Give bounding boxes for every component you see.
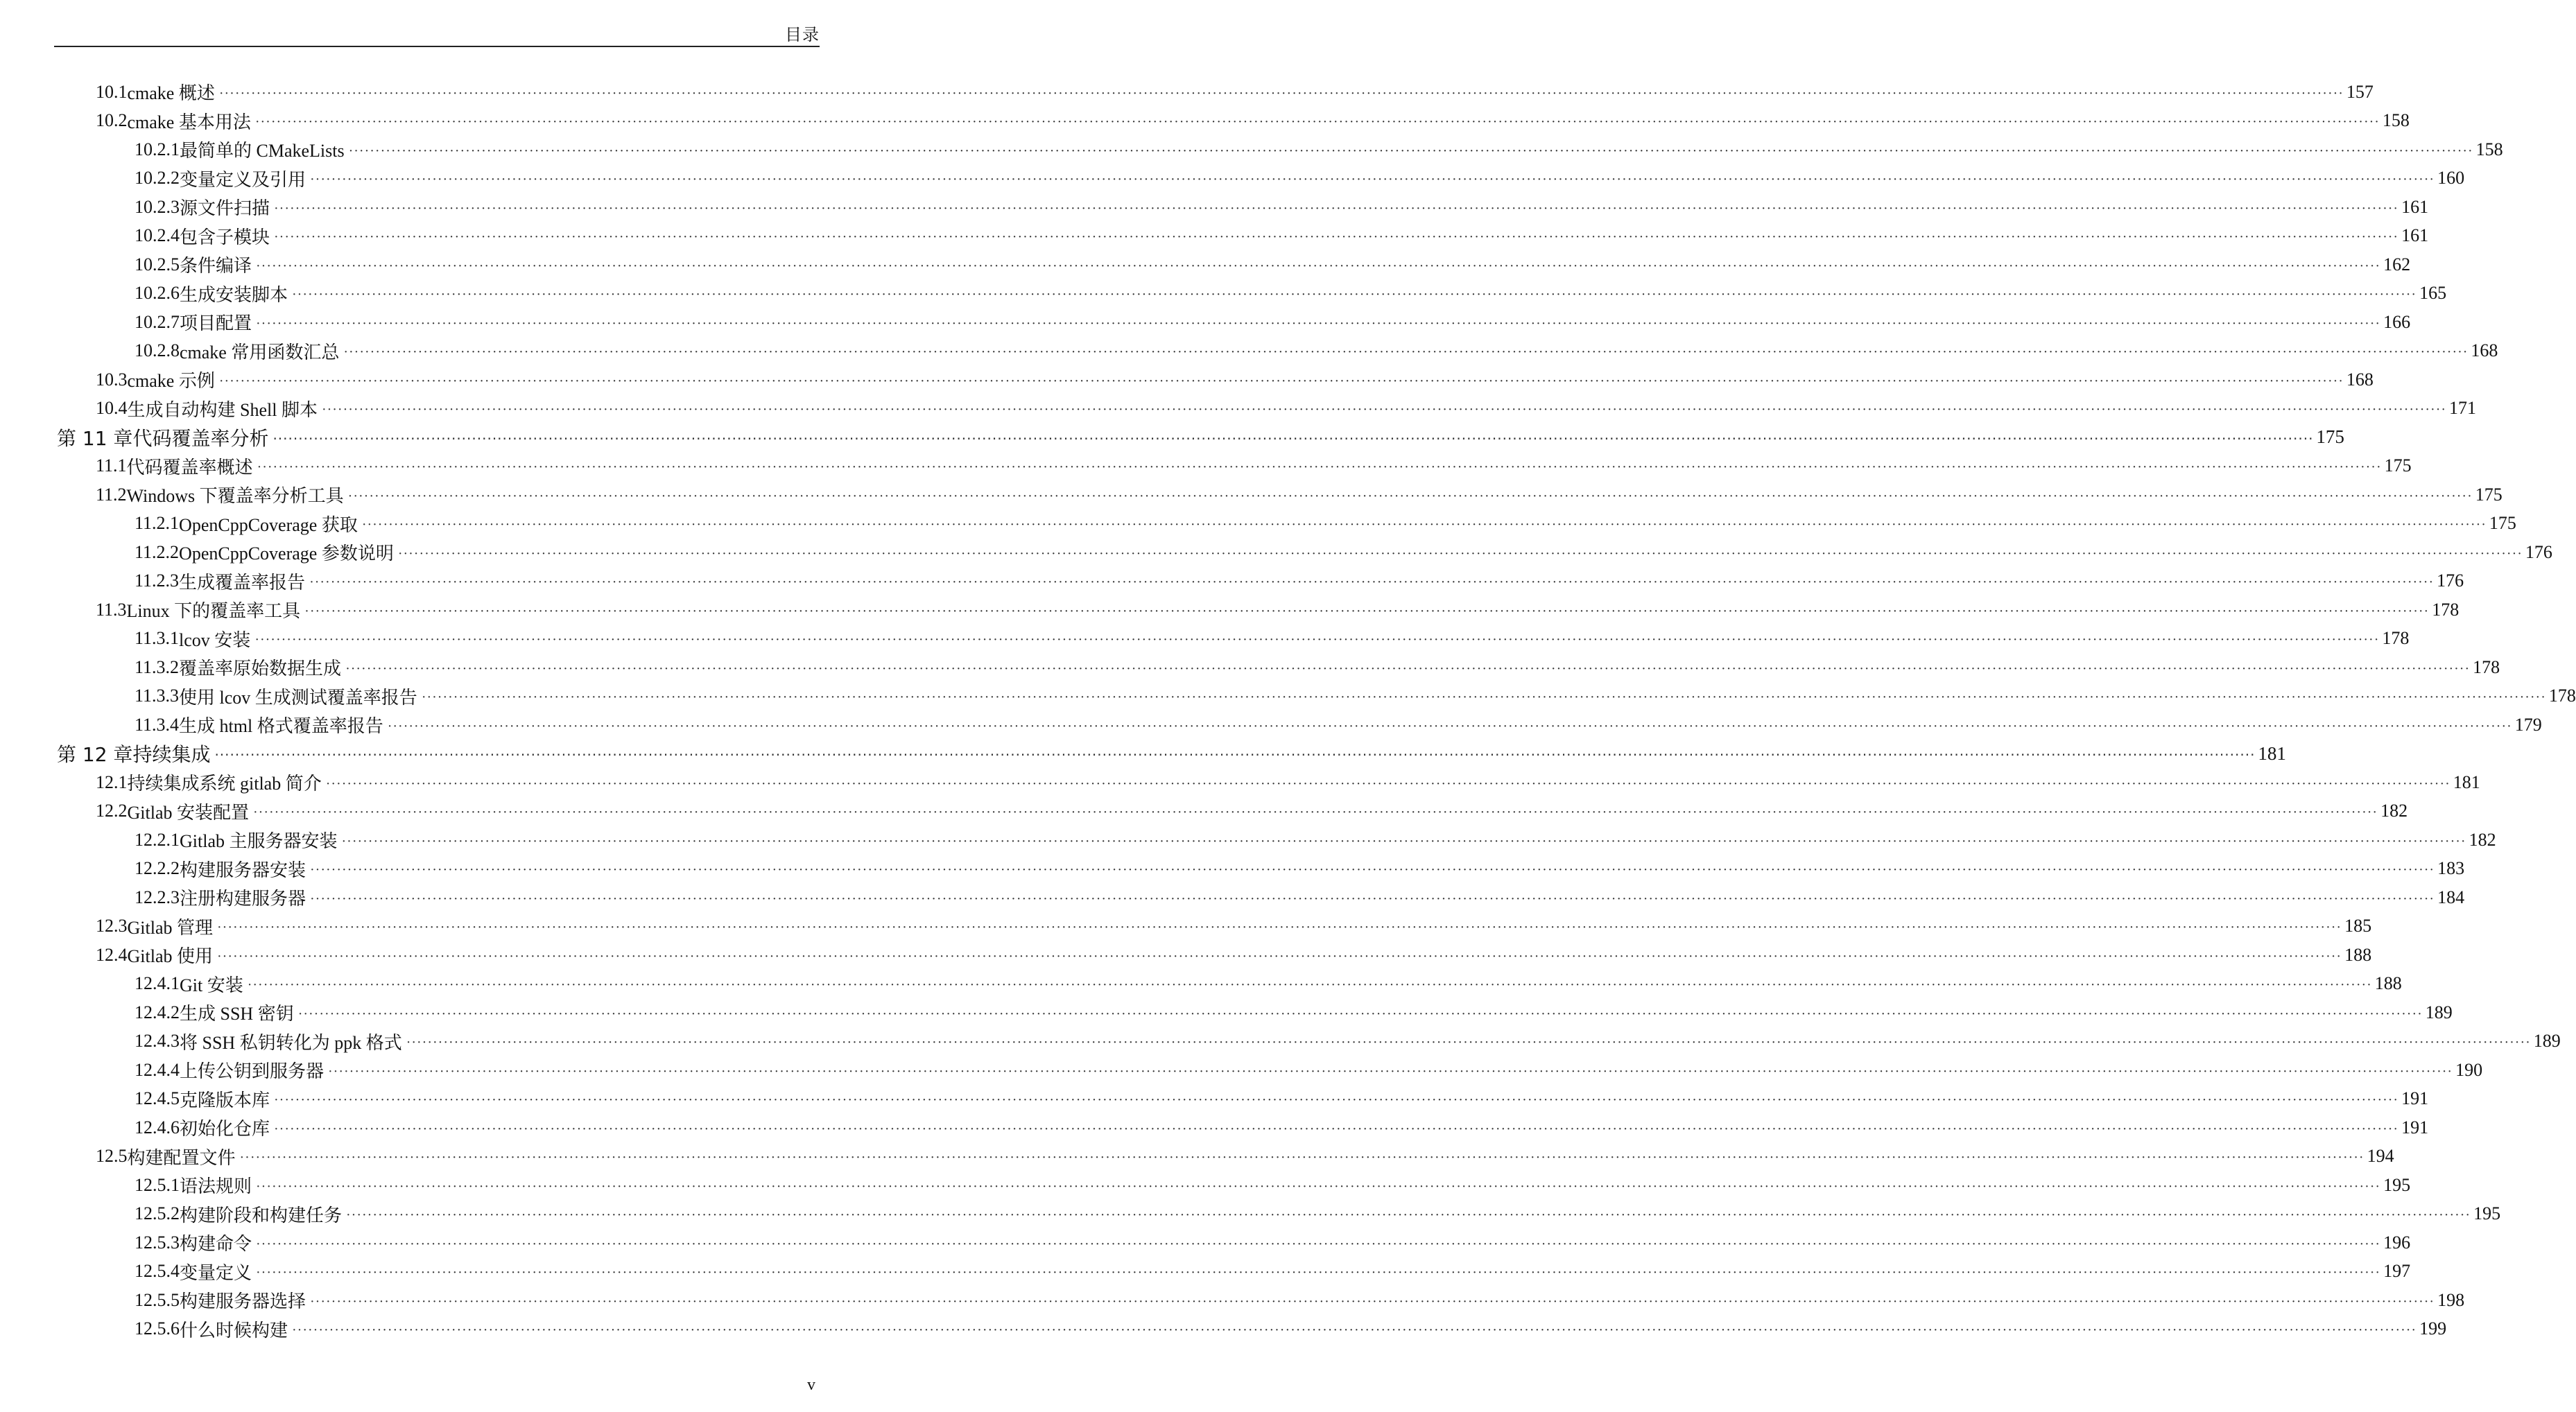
toc-entry-section[interactable] bbox=[0, 480, 2502, 509]
toc-entry-title: 生成 html 格式覆盖率报告 bbox=[179, 716, 383, 737]
toc-entry-sub[interactable] bbox=[0, 883, 2465, 912]
toc-entry-number: 第 12 章 bbox=[57, 743, 133, 767]
toc-dot-leader: ················································································································································································································································································································································································································ bbox=[218, 373, 2344, 389]
toc-entry-sub[interactable] bbox=[0, 1113, 2429, 1142]
toc-entry-number: 10.4 bbox=[96, 398, 128, 419]
toc-entry-sub[interactable] bbox=[0, 308, 2411, 337]
toc-entry-title: 源文件扫描 bbox=[180, 198, 270, 219]
toc-entry-number: 11.2 bbox=[96, 484, 127, 505]
toc-entry-sub[interactable] bbox=[0, 826, 2496, 855]
toc-dot-leader: ················································································································································································································································································································································································································ bbox=[310, 862, 2435, 878]
toc-entry-number: 12.1 bbox=[96, 772, 128, 792]
toc-dot-leader: ················································································································································································································································································································································································································ bbox=[274, 1092, 2399, 1108]
toc-entry-number: 11.1 bbox=[96, 455, 127, 476]
toc-entry-title: 生成安装脚本 bbox=[180, 284, 288, 305]
toc-entry-sub[interactable] bbox=[0, 135, 2503, 164]
toc-entry-page: 178 bbox=[2382, 628, 2410, 649]
toc-dot-leader: ················································································································································································································································································································································································································ bbox=[218, 85, 2344, 101]
toc-entry-sub[interactable] bbox=[0, 1315, 2447, 1344]
toc-entry-title: 最简单的 CMakeLists bbox=[180, 141, 345, 162]
toc-entry-sub[interactable] bbox=[0, 1056, 2483, 1085]
toc-entry-page: 182 bbox=[2469, 829, 2496, 850]
toc-dot-leader: ················································································································································································································································································································································································································ bbox=[292, 287, 2417, 303]
toc-dot-leader: ················································································································································································································································································································································································································ bbox=[254, 114, 2380, 130]
toc-entry-title: Windows 下覆盖率分析工具 bbox=[126, 486, 344, 507]
toc-entry-page: 191 bbox=[2401, 1088, 2429, 1109]
toc-entry-sub[interactable] bbox=[0, 1085, 2429, 1114]
toc-dot-leader: ················································································································································································································································································································································································································ bbox=[321, 402, 2447, 418]
toc-entry-page: 185 bbox=[2344, 916, 2372, 936]
toc-entry-sub[interactable] bbox=[0, 855, 2465, 884]
toc-entry-title: 克隆版本库 bbox=[180, 1090, 270, 1110]
toc-entry-sub[interactable] bbox=[0, 998, 2453, 1027]
toc-entry-number: 12.5.4 bbox=[135, 1261, 180, 1282]
toc-entry-page: 182 bbox=[2380, 801, 2408, 821]
toc-entry-sub[interactable] bbox=[0, 164, 2465, 193]
toc-entry-sub[interactable] bbox=[0, 222, 2429, 251]
toc-entry-title: cmake 示例 bbox=[127, 371, 215, 392]
toc-entry-title: 构建服务器选择 bbox=[180, 1291, 306, 1312]
toc-entry-sub[interactable] bbox=[0, 509, 2516, 539]
toc-entry-number: 10.2.3 bbox=[135, 196, 180, 217]
toc-entry-number: 10.2.1 bbox=[135, 139, 180, 159]
toc-entry-number: 12.5.3 bbox=[135, 1232, 180, 1253]
toc-dot-leader: ················································································································································································································································································································································································································ bbox=[274, 1121, 2399, 1137]
toc-entry-title: 构建服务器安装 bbox=[180, 860, 306, 880]
toc-entry-number: 10.2.8 bbox=[135, 340, 180, 361]
toc-entry-title: 项目配置 bbox=[180, 313, 252, 334]
toc-entry-page: 175 bbox=[2316, 426, 2344, 448]
toc-entry-page: 171 bbox=[2449, 398, 2477, 419]
toc-entry-page: 198 bbox=[2437, 1289, 2465, 1310]
toc-entry-section[interactable] bbox=[0, 107, 2410, 136]
toc-entry-title: 包含子模块 bbox=[180, 227, 270, 247]
toc-entry-sub[interactable] bbox=[0, 1171, 2411, 1200]
toc-entry-title: cmake 常用函数汇总 bbox=[180, 342, 340, 363]
toc-entry-title: 注册构建服务器 bbox=[180, 889, 306, 909]
toc-entry-page: 184 bbox=[2437, 887, 2465, 907]
toc-entry-number: 11.2.3 bbox=[135, 570, 180, 591]
toc-dot-leader: ················································································································································································································································································································································································································ bbox=[297, 1006, 2423, 1022]
toc-entry-page: 165 bbox=[2419, 283, 2447, 304]
toc-entry-number: 第 11 章 bbox=[57, 426, 133, 450]
toc-dot-leader: ················································································································································································································································································································································································································ bbox=[256, 315, 2381, 331]
toc-entry-page: 175 bbox=[2475, 484, 2502, 505]
toc-entry-title: lcov 安装 bbox=[179, 629, 251, 650]
toc-entry-page: 160 bbox=[2437, 168, 2465, 189]
toc-entry-title: 语法规则 bbox=[180, 1176, 252, 1197]
toc-entry-page: 196 bbox=[2383, 1232, 2411, 1253]
toc-entry-section[interactable] bbox=[0, 394, 2477, 424]
toc-dot-leader: ················································································································································································································································································································································································································ bbox=[309, 575, 2435, 591]
toc-entry-title: 构建阶段和构建任务 bbox=[180, 1205, 343, 1226]
toc-entry-page: 188 bbox=[2344, 944, 2372, 965]
toc-entry-page: 161 bbox=[2401, 196, 2429, 217]
toc-entry-page: 188 bbox=[2374, 973, 2402, 994]
toc-entry-sub[interactable] bbox=[0, 682, 2576, 711]
toc-dot-leader: ················································································································································································································································································································································································································ bbox=[239, 1150, 2365, 1166]
toc-entry-section[interactable] bbox=[0, 768, 2480, 797]
toc-entry-title: 持续集成系统 gitlab 简介 bbox=[127, 774, 322, 794]
toc-dot-leader: ················································································································································································································································································································································································································ bbox=[328, 1063, 2453, 1079]
toc-entry-sub[interactable] bbox=[0, 1257, 2411, 1287]
toc-entry-sub[interactable] bbox=[0, 1286, 2465, 1315]
toc-entry-title: cmake 基本用法 bbox=[127, 112, 251, 132]
toc-entry-page: 175 bbox=[2384, 455, 2412, 476]
toc-dot-leader: ················································································································································································································································································································································································································ bbox=[273, 430, 2314, 447]
toc-dot-leader: ················································································································································································································································································································································································································ bbox=[254, 632, 2380, 648]
toc-entry-number: 12.4.3 bbox=[135, 1031, 180, 1052]
toc-entry-sub[interactable] bbox=[0, 970, 2402, 999]
toc-entry-title: 初始化仓库 bbox=[180, 1119, 270, 1140]
toc-entry-section[interactable] bbox=[0, 365, 2374, 394]
toc-entry-section[interactable] bbox=[0, 452, 2412, 481]
toc-dot-leader: ················································································································································································································································································································································································································ bbox=[292, 1323, 2417, 1339]
toc-entry-sub[interactable] bbox=[0, 250, 2411, 279]
toc-entry-page: 199 bbox=[2419, 1318, 2447, 1339]
toc-entry-section[interactable] bbox=[0, 912, 2372, 941]
toc-entry-number: 12.4.4 bbox=[135, 1059, 180, 1080]
toc-dot-leader: ················································································································································································································································································································································································································ bbox=[406, 1035, 2531, 1051]
toc-entry-sub[interactable] bbox=[0, 653, 2500, 682]
toc-entry-page: 168 bbox=[2346, 369, 2374, 390]
toc-entry-page: 183 bbox=[2437, 858, 2465, 879]
toc-entry-title: 上传公钥到服务器 bbox=[180, 1061, 325, 1082]
toc-entry-number: 12.2.1 bbox=[135, 829, 180, 850]
toc-entry-section[interactable] bbox=[0, 1142, 2394, 1171]
toc-entry-number: 10.2.2 bbox=[135, 168, 180, 189]
toc-entry-page: 178 bbox=[2548, 686, 2576, 706]
toc-entry-title: 覆盖率原始数据生成 bbox=[179, 659, 342, 679]
toc-entry-sub[interactable] bbox=[0, 625, 2410, 654]
toc-entry-page: 190 bbox=[2455, 1059, 2483, 1080]
toc-entry-number: 10.3 bbox=[96, 369, 128, 390]
toc-entry-page: 194 bbox=[2367, 1146, 2394, 1167]
toc-entry-number: 11.3.1 bbox=[135, 628, 180, 649]
toc-entry-sub[interactable] bbox=[0, 567, 2464, 596]
toc-entry-chapter[interactable] bbox=[0, 423, 2344, 452]
toc-entry-number: 12.5.5 bbox=[135, 1289, 180, 1310]
toc-dot-leader: ················································································································································································································································································································································································································ bbox=[345, 661, 2471, 677]
toc-entry-number: 12.5.6 bbox=[135, 1318, 180, 1339]
toc-entry-section[interactable] bbox=[0, 595, 2460, 625]
toc-entry-number: 10.2.4 bbox=[135, 225, 180, 246]
toc-entry-number: 12.4.2 bbox=[135, 1002, 180, 1022]
toc-entry-title: 生成 SSH 密钥 bbox=[180, 1004, 294, 1025]
toc-dot-leader: ················································································································································································································································································································································································································ bbox=[274, 200, 2399, 216]
toc-entry-title: 使用 lcov 生成测试覆盖率报告 bbox=[179, 687, 417, 708]
toc-entry-number: 12.4 bbox=[96, 944, 128, 965]
toc-dot-leader: ················································································································································································································································································································································································································ bbox=[217, 920, 2342, 936]
toc-dot-leader: ················································································································································································································································································································································································································ bbox=[256, 258, 2381, 274]
toc-dot-leader: ················································································································································································································································································································································································································ bbox=[256, 1178, 2381, 1194]
toc-entry-title: 构建命令 bbox=[180, 1234, 252, 1255]
toc-dot-leader: ················································································································································································································································································································································································································ bbox=[256, 1265, 2381, 1281]
toc-dot-leader: ················································································································································································································································································································································································································ bbox=[421, 690, 2546, 706]
toc-dot-leader: ················································································································································································································································································································································································································ bbox=[257, 460, 2382, 476]
toc-entry-section[interactable] bbox=[0, 78, 2374, 107]
toc-entry-number: 10.2.6 bbox=[135, 283, 180, 304]
toc-dot-leader: ················································································································································································································································································································································································································ bbox=[347, 488, 2473, 504]
toc-dot-leader: ················································································································································································································································································································································································································ bbox=[256, 1236, 2381, 1252]
toc-entry-title: cmake 概述 bbox=[127, 83, 215, 104]
toc-entry-number: 12.2.2 bbox=[135, 858, 180, 879]
toc-entry-page: 179 bbox=[2514, 714, 2542, 735]
toc-entry-title: Gitlab 使用 bbox=[127, 946, 213, 967]
toc-entry-sub[interactable] bbox=[0, 1228, 2411, 1257]
toc-entry-sub[interactable] bbox=[0, 711, 2542, 740]
toc-dot-leader: ················································································································································································································································································································································································································ bbox=[310, 891, 2435, 907]
toc-entry-number: 11.3 bbox=[96, 599, 127, 620]
toc-entry-number: 10.1 bbox=[96, 81, 128, 102]
toc-entry-number: 11.2.2 bbox=[135, 541, 180, 562]
toc-entry-page: 195 bbox=[2383, 1174, 2411, 1195]
toc-entry-page: 191 bbox=[2401, 1117, 2429, 1138]
toc-entry-number: 12.3 bbox=[96, 916, 128, 936]
toc-dot-leader: ················································································································································································································································································································································································································ bbox=[253, 805, 2378, 821]
header-rule bbox=[54, 46, 820, 47]
toc-entry-chapter[interactable] bbox=[0, 740, 2286, 769]
toc-dot-leader: ················································································································································································································································································································································································································ bbox=[310, 1293, 2435, 1309]
toc-entry-number: 12.5.2 bbox=[135, 1203, 180, 1224]
toc-entry-number: 11.3.4 bbox=[135, 714, 180, 735]
toc-entry-page: 161 bbox=[2401, 225, 2429, 246]
toc-entry-title: 将 SSH 私钥转化为 ppk 格式 bbox=[180, 1032, 402, 1053]
toc-entry-title: 代码覆盖率概述 bbox=[126, 457, 253, 478]
page-header-title: 目录 bbox=[785, 26, 820, 44]
toc-entry-number: 11.3.3 bbox=[135, 686, 180, 706]
toc-dot-leader: ················································································································································································································································································································································································································ bbox=[304, 603, 2430, 619]
toc-entry-page: 176 bbox=[2437, 570, 2464, 591]
toc-entry-number: 12.2 bbox=[96, 801, 128, 821]
toc-entry-number: 12.4.5 bbox=[135, 1088, 180, 1109]
toc-entry-title: 构建配置文件 bbox=[127, 1147, 236, 1168]
toc-entry-number: 12.5 bbox=[96, 1146, 128, 1167]
toc-entry-title: 什么时候构建 bbox=[180, 1320, 288, 1341]
toc-entry-number: 11.2.1 bbox=[135, 513, 180, 534]
toc-entry-title: 条件编译 bbox=[180, 256, 252, 277]
toc-entry-sub[interactable] bbox=[0, 279, 2447, 308]
toc-entry-number: 11.3.2 bbox=[135, 656, 180, 677]
toc-entry-sub[interactable] bbox=[0, 337, 2498, 366]
toc-entry-page: 166 bbox=[2383, 311, 2411, 332]
toc-entry-title: Gitlab 安装配置 bbox=[127, 802, 249, 823]
toc-entry-title: 生成覆盖率报告 bbox=[179, 572, 306, 593]
toc-entry-title: Linux 下的覆盖率工具 bbox=[126, 601, 301, 622]
toc-entry-page: 158 bbox=[2475, 139, 2503, 159]
toc-dot-leader: ················································································································································································································································································································································································································ bbox=[387, 718, 2512, 734]
toc-entry-sub[interactable] bbox=[0, 193, 2429, 222]
toc-entry-page: 168 bbox=[2471, 340, 2498, 361]
toc-dot-leader: ················································································································································································································································································································································································································ bbox=[343, 345, 2469, 360]
toc-entry-page: 181 bbox=[2453, 772, 2480, 792]
toc-dot-leader: ················································································································································································································································································································································································································ bbox=[341, 833, 2466, 849]
toc-entry-title: OpenCppCoverage 获取 bbox=[179, 514, 358, 535]
toc-entry-title: Gitlab 管理 bbox=[127, 917, 213, 938]
table-of-contents bbox=[0, 78, 2576, 1343]
toc-entry-page: 157 bbox=[2346, 81, 2374, 102]
toc-entry-title: 代码覆盖率分析 bbox=[132, 426, 269, 450]
toc-entry-number: 12.4.1 bbox=[135, 973, 180, 994]
toc-entry-number: 12.5.1 bbox=[135, 1174, 180, 1195]
toc-dot-leader: ················································································································································································································································································································································································································ bbox=[348, 143, 2473, 159]
toc-dot-leader: ················································································································································································································································································································································································································ bbox=[247, 977, 2372, 993]
toc-dot-leader: ················································································································································································································································································································································································································ bbox=[214, 747, 2256, 764]
toc-entry-number: 12.4.6 bbox=[135, 1117, 180, 1138]
toc-entry-page: 189 bbox=[2533, 1031, 2561, 1052]
toc-entry-section[interactable] bbox=[0, 941, 2372, 970]
toc-entry-page: 176 bbox=[2525, 541, 2552, 562]
page-number: v bbox=[807, 1376, 815, 1394]
toc-entry-title: 变量定义 bbox=[180, 1262, 252, 1283]
toc-entry-sub[interactable] bbox=[0, 538, 2552, 567]
toc-entry-page: 189 bbox=[2425, 1002, 2453, 1022]
toc-dot-leader: ················································································································································································································································································································································································································ bbox=[346, 1208, 2471, 1223]
toc-dot-leader: ················································································································································································································································································································································································································ bbox=[325, 776, 2450, 792]
toc-entry-page: 162 bbox=[2383, 254, 2411, 274]
toc-entry-title: OpenCppCoverage 参数说明 bbox=[179, 543, 394, 564]
toc-entry-number: 12.2.3 bbox=[135, 887, 180, 907]
toc-entry-page: 158 bbox=[2382, 110, 2410, 131]
toc-entry-title: Gitlab 主服务器安装 bbox=[180, 831, 338, 852]
toc-entry-title: 变量定义及引用 bbox=[180, 169, 306, 190]
toc-entry-number: 10.2 bbox=[96, 110, 128, 131]
toc-entry-section[interactable] bbox=[0, 797, 2408, 826]
toc-entry-page: 181 bbox=[2258, 742, 2286, 764]
toc-entry-sub[interactable] bbox=[0, 1200, 2501, 1229]
toc-entry-page: 178 bbox=[2473, 656, 2500, 677]
toc-entry-page: 195 bbox=[2473, 1203, 2501, 1224]
toc-entry-number: 10.2.7 bbox=[135, 311, 180, 332]
toc-dot-leader: ················································································································································································································································································································································································································ bbox=[361, 517, 2487, 533]
toc-entry-page: 197 bbox=[2383, 1261, 2411, 1282]
toc-entry-number: 10.2.5 bbox=[135, 254, 180, 274]
toc-dot-leader: ················································································································································································································································································································································································································ bbox=[274, 229, 2399, 245]
toc-entry-page: 178 bbox=[2432, 599, 2460, 620]
toc-entry-sub[interactable] bbox=[0, 1027, 2561, 1056]
toc-entry-title: 生成自动构建 Shell 脚本 bbox=[127, 399, 318, 420]
toc-entry-page: 175 bbox=[2489, 513, 2516, 534]
toc-dot-leader: ················································································································································································································································································································································································································ bbox=[397, 546, 2523, 561]
toc-entry-title: Git 安装 bbox=[180, 975, 243, 995]
toc-dot-leader: ················································································································································································································································································································································································································ bbox=[217, 948, 2342, 964]
toc-entry-title: 持续集成 bbox=[132, 743, 211, 767]
toc-dot-leader: ················································································································································································································································································································································································································ bbox=[310, 172, 2435, 188]
